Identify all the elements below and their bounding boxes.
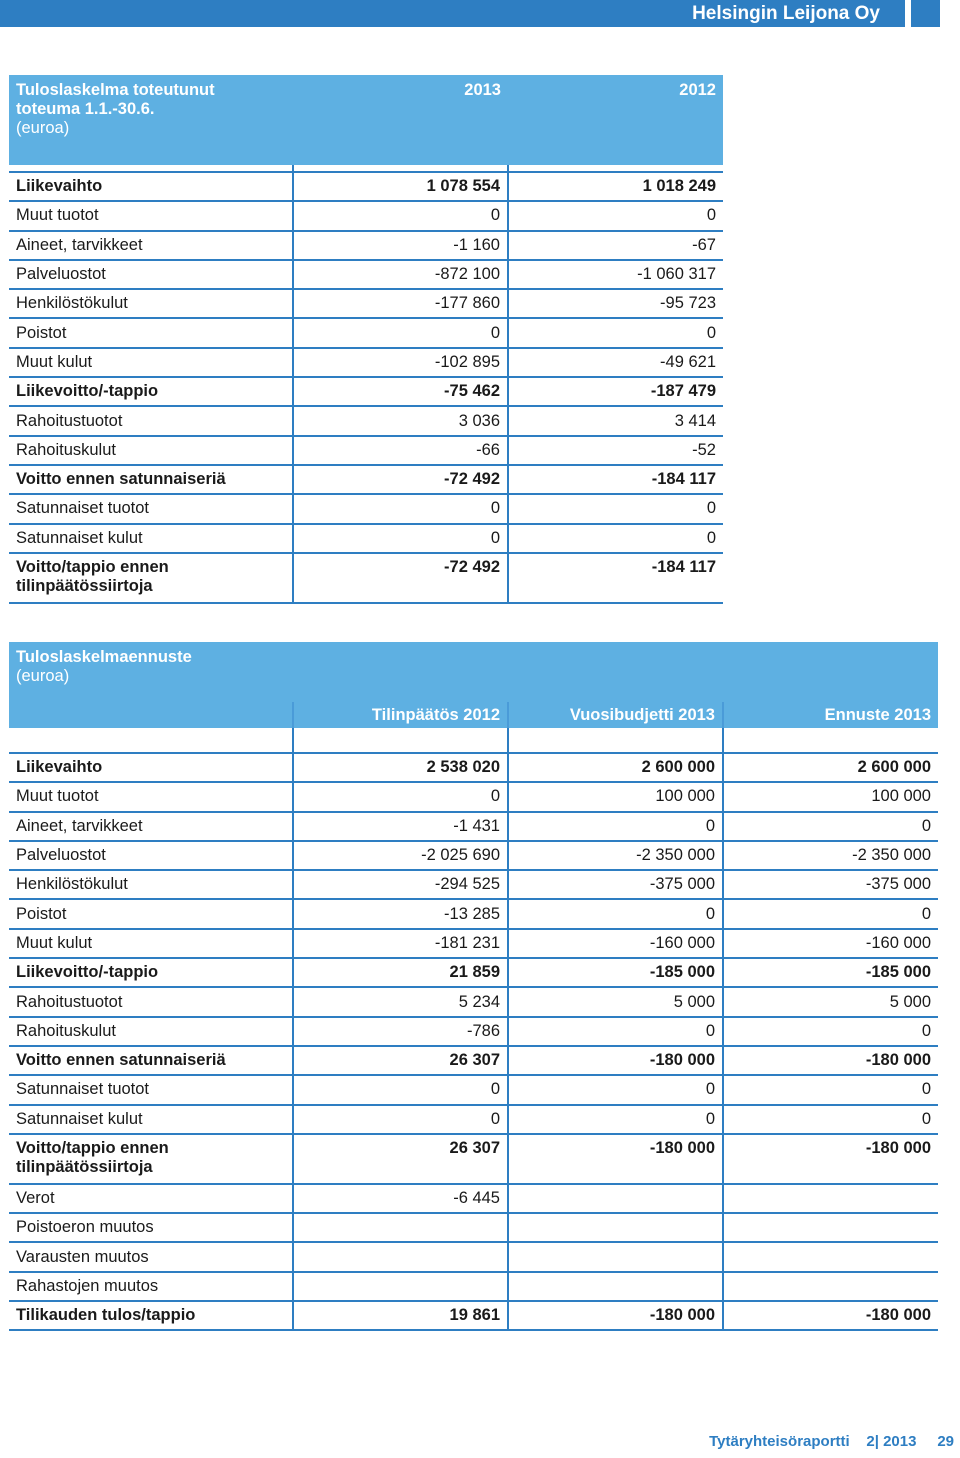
table-row — [9, 1017, 938, 1046]
income-statement-actual-table — [9, 75, 723, 604]
row-value: 0 — [293, 782, 508, 811]
row-value: 0 — [508, 1105, 723, 1134]
row-value: 26 307 — [293, 1134, 508, 1184]
row-value: -160 000 — [508, 929, 723, 958]
row-value: 0 — [293, 201, 508, 230]
row-label: Satunnaiset kulut — [9, 1105, 293, 1134]
row-value: 0 — [508, 494, 723, 523]
table-row — [9, 260, 723, 289]
table2-col-tilinpaatos: Tilinpäätös 2012 — [293, 702, 508, 728]
row-value: 5 234 — [293, 987, 508, 1016]
table-row — [9, 231, 723, 260]
header-square — [911, 0, 940, 27]
table-row — [9, 870, 938, 899]
table-row — [9, 1213, 938, 1242]
row-label: Aineet, tarvikkeet — [9, 231, 293, 260]
row-label: Liikevaihto — [9, 753, 293, 782]
table-row — [9, 406, 723, 435]
row-value: 2 600 000 — [508, 753, 723, 782]
row-value: 0 — [508, 1017, 723, 1046]
table-row — [9, 812, 938, 841]
table-row — [9, 1184, 938, 1213]
row-value: 19 861 — [293, 1301, 508, 1330]
table-row — [9, 436, 723, 465]
row-value: -184 117 — [508, 553, 723, 603]
row-value: -49 621 — [508, 348, 723, 377]
table-row — [9, 201, 723, 230]
table-row — [9, 172, 723, 201]
table-row — [9, 1046, 938, 1075]
row-value: 0 — [508, 318, 723, 347]
row-value: -13 285 — [293, 899, 508, 928]
row-value: -375 000 — [508, 870, 723, 899]
row-value: -160 000 — [723, 929, 938, 958]
row-value: 0 — [293, 494, 508, 523]
row-value — [293, 1213, 508, 1242]
table2-title: Tuloslaskelmaennuste (euroa) — [9, 642, 938, 702]
row-value: 0 — [508, 899, 723, 928]
table-row — [9, 1105, 938, 1134]
row-value: -72 492 — [293, 465, 508, 494]
row-value: 0 — [723, 1105, 938, 1134]
row-label: Muut tuotot — [9, 782, 293, 811]
table-row — [9, 348, 723, 377]
table-row — [9, 318, 723, 347]
row-label: Voitto/tappio ennen tilinpäätössiirtoja — [9, 553, 293, 603]
row-value: 0 — [293, 524, 508, 553]
row-label: Muut kulut — [9, 929, 293, 958]
row-value: 100 000 — [508, 782, 723, 811]
table-row — [9, 1272, 938, 1301]
row-value — [508, 1213, 723, 1242]
row-value: -185 000 — [508, 958, 723, 987]
footer-year: 2013 — [883, 1433, 917, 1450]
row-label: Muut tuotot — [9, 201, 293, 230]
row-label: Verot — [9, 1184, 293, 1213]
table-row — [9, 899, 938, 928]
row-label: Muut kulut — [9, 348, 293, 377]
income-statement-forecast-table — [9, 642, 938, 1331]
row-label: Satunnaiset tuotot — [9, 1075, 293, 1104]
row-value: -177 860 — [293, 289, 508, 318]
table-row — [9, 929, 938, 958]
row-label: Poistoeron muutos — [9, 1213, 293, 1242]
table1-title: Tuloslaskelma toteutunut toteuma 1.1.-30.6. (euroa) — [9, 75, 293, 165]
row-value: 2 538 020 — [293, 753, 508, 782]
row-value: -180 000 — [723, 1301, 938, 1330]
row-value: -185 000 — [723, 958, 938, 987]
row-value: -2 350 000 — [723, 841, 938, 870]
table2-header-row — [9, 702, 938, 728]
row-value: 0 — [293, 1075, 508, 1104]
row-label: Satunnaiset tuotot — [9, 494, 293, 523]
row-value: 3 414 — [508, 406, 723, 435]
row-label: Henkilöstökulut — [9, 289, 293, 318]
row-label: Liikevaihto — [9, 172, 293, 201]
table1-col-2013: 2013 — [293, 75, 508, 165]
row-value — [508, 1184, 723, 1213]
table2-title-row — [9, 642, 938, 702]
footer: Tytäryhteisöraportti 2| 2013 29 — [709, 1433, 954, 1450]
table2-col-vuosibudjetti: Vuosibudjetti 2013 — [508, 702, 723, 728]
row-value: -2 025 690 — [293, 841, 508, 870]
row-value: 26 307 — [293, 1046, 508, 1075]
row-value: 2 600 000 — [723, 753, 938, 782]
table-row — [9, 553, 723, 603]
row-label: Voitto/tappio ennen tilinpäätössiirtoja — [9, 1134, 293, 1184]
row-value — [723, 1213, 938, 1242]
row-label: Liikevoitto/-tappio — [9, 958, 293, 987]
row-value: -181 231 — [293, 929, 508, 958]
row-value: 0 — [508, 812, 723, 841]
row-value: 0 — [723, 1075, 938, 1104]
row-value: -786 — [293, 1017, 508, 1046]
row-value: 1 078 554 — [293, 172, 508, 201]
table-row — [9, 377, 723, 406]
row-value: -180 000 — [508, 1301, 723, 1330]
table-row — [9, 1242, 938, 1271]
row-label: Rahastojen muutos — [9, 1272, 293, 1301]
row-value: -184 117 — [508, 465, 723, 494]
row-label: Rahoitustuotot — [9, 406, 293, 435]
row-value — [293, 1242, 508, 1271]
row-value — [723, 1184, 938, 1213]
row-value: -102 895 — [293, 348, 508, 377]
row-value: -180 000 — [723, 1134, 938, 1184]
row-value: 0 — [723, 1017, 938, 1046]
row-value — [723, 1272, 938, 1301]
footer-page-number: 29 — [937, 1433, 954, 1450]
row-value: 0 — [293, 318, 508, 347]
row-label: Liikevoitto/-tappio — [9, 377, 293, 406]
row-label: Voitto ennen satunnaiseriä — [9, 1046, 293, 1075]
table-row — [9, 841, 938, 870]
row-value: -95 723 — [508, 289, 723, 318]
row-value: 21 859 — [293, 958, 508, 987]
footer-issue: 2 — [866, 1433, 875, 1450]
row-label: Satunnaiset kulut — [9, 524, 293, 553]
row-value: 100 000 — [723, 782, 938, 811]
table-row — [9, 987, 938, 1016]
row-value: 5 000 — [508, 987, 723, 1016]
row-value — [293, 1272, 508, 1301]
row-value: -180 000 — [508, 1046, 723, 1075]
row-value: -1 060 317 — [508, 260, 723, 289]
row-label: Rahoituskulut — [9, 436, 293, 465]
row-value — [508, 1242, 723, 1271]
table-row — [9, 494, 723, 523]
row-value: -66 — [293, 436, 508, 465]
row-label: Poistot — [9, 899, 293, 928]
table2-gap-row — [9, 728, 938, 753]
footer-report-name: Tytäryhteisöraportti — [709, 1433, 850, 1450]
row-value: -1 160 — [293, 231, 508, 260]
row-label: Voitto ennen satunnaiseriä — [9, 465, 293, 494]
row-value: -180 000 — [723, 1046, 938, 1075]
table1-col-2012: 2012 — [508, 75, 723, 165]
row-label: Tilikauden tulos/tappio — [9, 1301, 293, 1330]
row-value: 0 — [508, 524, 723, 553]
table1-header-row — [9, 75, 723, 165]
row-value: -6 445 — [293, 1184, 508, 1213]
row-label: Henkilöstökulut — [9, 870, 293, 899]
row-label: Varausten muutos — [9, 1242, 293, 1271]
table-row — [9, 753, 938, 782]
row-value: -187 479 — [508, 377, 723, 406]
row-value: 0 — [508, 201, 723, 230]
table1-gap-row — [9, 165, 723, 172]
table-row — [9, 289, 723, 318]
row-value: 3 036 — [293, 406, 508, 435]
row-value: 0 — [293, 1105, 508, 1134]
row-value: 0 — [508, 1075, 723, 1104]
row-value: -180 000 — [508, 1134, 723, 1184]
row-value: -72 492 — [293, 553, 508, 603]
table-row — [9, 782, 938, 811]
row-value: -872 100 — [293, 260, 508, 289]
row-value: 0 — [723, 899, 938, 928]
row-value — [723, 1242, 938, 1271]
row-label: Poistot — [9, 318, 293, 347]
table-row — [9, 1134, 938, 1184]
table-row — [9, 1301, 938, 1330]
row-label: Palveluostot — [9, 841, 293, 870]
row-value: 5 000 — [723, 987, 938, 1016]
row-value: -294 525 — [293, 870, 508, 899]
row-value — [508, 1272, 723, 1301]
row-value: 0 — [723, 812, 938, 841]
table2-col-ennuste: Ennuste 2013 — [723, 702, 938, 728]
table-row — [9, 1075, 938, 1104]
table-row — [9, 524, 723, 553]
row-value: 1 018 249 — [508, 172, 723, 201]
row-value: -75 462 — [293, 377, 508, 406]
company-name: Helsingin Leijona Oy — [692, 3, 880, 24]
table-row — [9, 958, 938, 987]
row-label: Rahoitustuotot — [9, 987, 293, 1016]
row-value: -52 — [508, 436, 723, 465]
row-label: Aineet, tarvikkeet — [9, 812, 293, 841]
row-value: -1 431 — [293, 812, 508, 841]
table-row — [9, 465, 723, 494]
row-value: -375 000 — [723, 870, 938, 899]
row-label: Rahoituskulut — [9, 1017, 293, 1046]
row-value: -2 350 000 — [508, 841, 723, 870]
row-label: Palveluostot — [9, 260, 293, 289]
row-value: -67 — [508, 231, 723, 260]
